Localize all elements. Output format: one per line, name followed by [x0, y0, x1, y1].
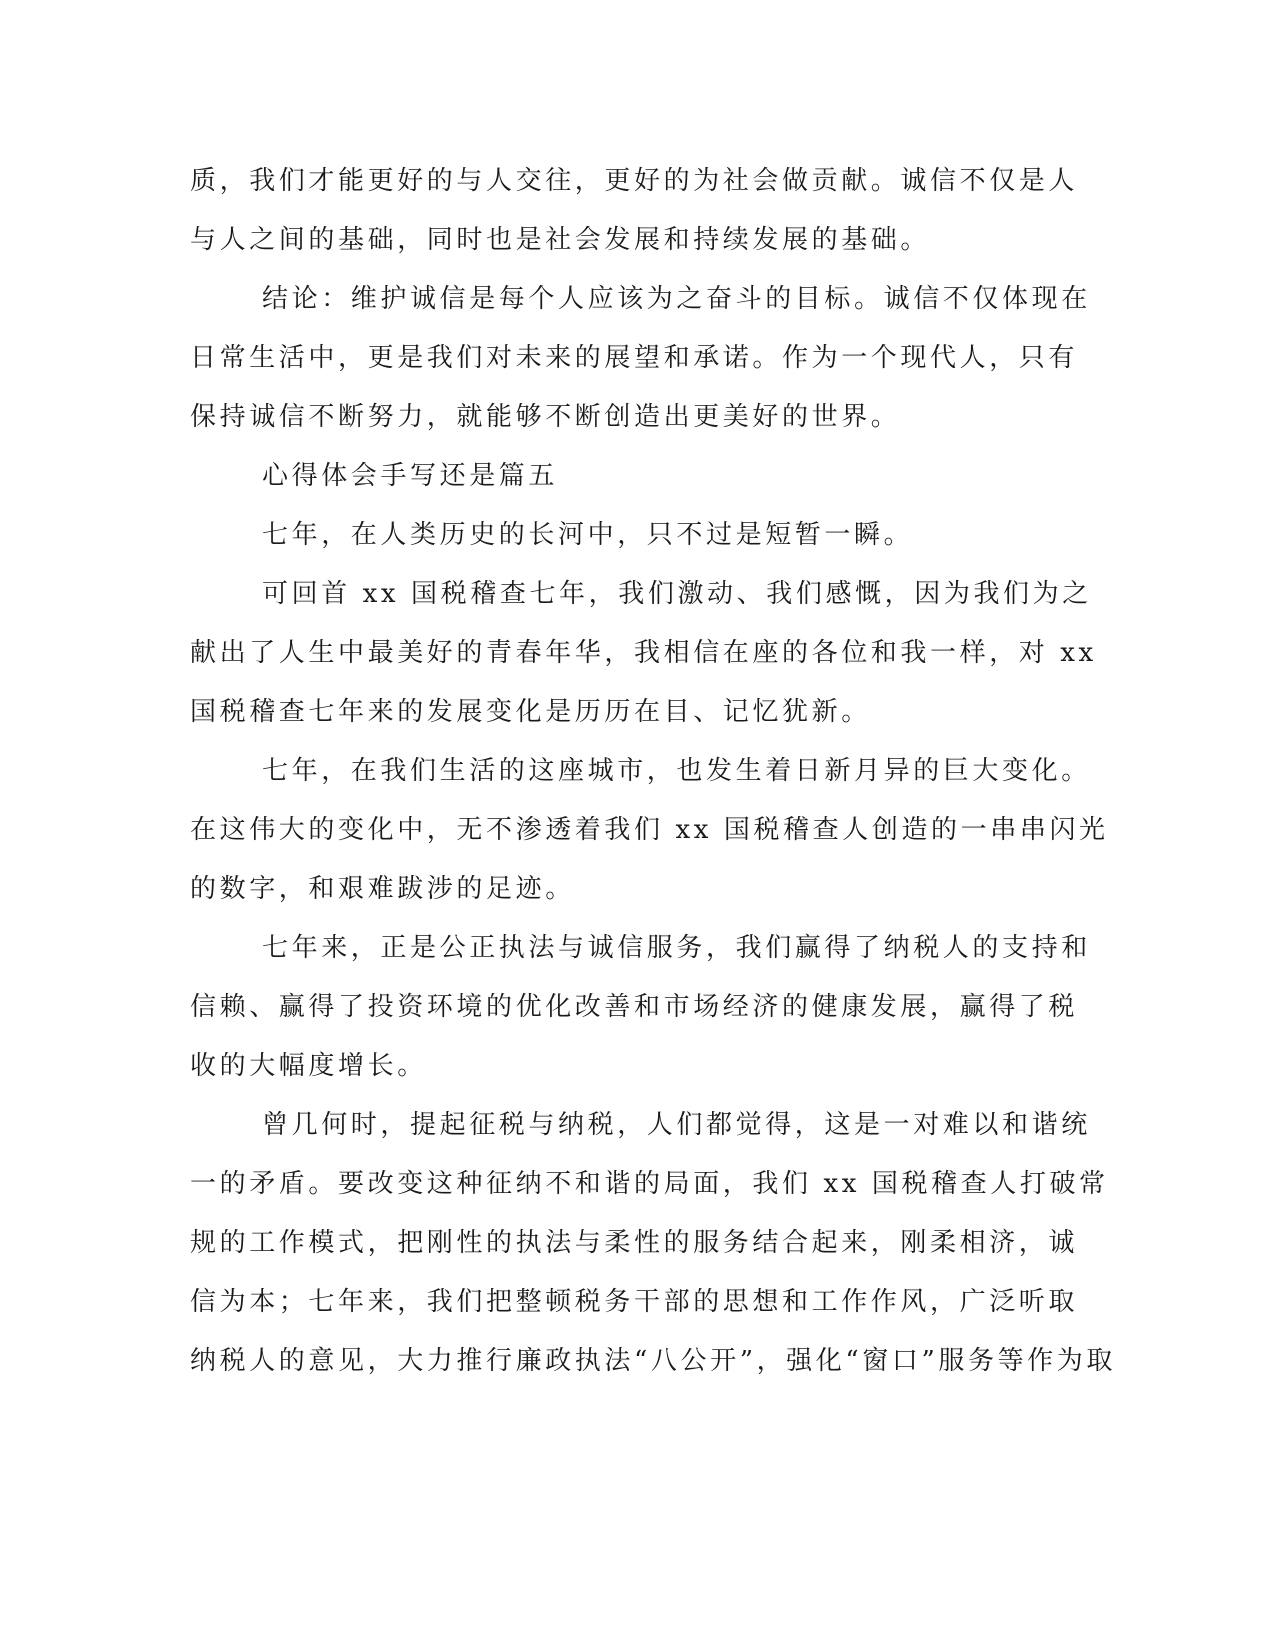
- text-line: 与人之间的基础，同时也是社会发展和持续发展的基础。: [190, 225, 931, 255]
- section-heading: 心得体会手写还是篇五: [262, 461, 559, 491]
- text-line: 规的工作模式，把刚性的执法与柔性的服务结合起来，刚柔相济，诚: [190, 1228, 1079, 1258]
- text-line: 献出了人生中最美好的青春年华，我相信在座的各位和我一样，对 xx: [190, 638, 1097, 668]
- paragraph-start-line: 可回首 xx 国税稽查七年，我们激动、我们感慨，因为我们为之: [262, 579, 1092, 609]
- text-line: 保持诚信不断努力，就能够不断创造出更美好的世界。: [190, 402, 901, 432]
- paragraph-start-line: 七年来，正是公正执法与诚信服务，我们赢得了纳税人的支持和: [262, 933, 1091, 963]
- paragraph-start-line: 曾几何时，提起征税与纳税，人们都觉得，这是一对难以和谐统: [262, 1110, 1091, 1140]
- paragraph-start-line: 七年，在我们生活的这座城市，也发生着日新月异的巨大变化。: [262, 756, 1091, 786]
- text-line: 纳税人的意见，大力推行廉政执法“八公开”，强化“窗口”服务等作为取: [190, 1346, 1116, 1376]
- text-line: 一的矛盾。要改变这种征纳不和谐的局面，我们 xx 国税稽查人打破常: [190, 1169, 1109, 1199]
- paragraph-start-line: 结论：维护诚信是每个人应该为之奋斗的目标。诚信不仅体现在: [262, 284, 1091, 314]
- text-line: 信赖、赢得了投资环境的优化改善和市场经济的健康发展，赢得了税: [190, 992, 1079, 1022]
- text-line: 收的大幅度增长。: [190, 1051, 427, 1081]
- paragraph-start-line: 七年，在人类历史的长河中，只不过是短暂一瞬。: [262, 520, 914, 550]
- text-line: 在这伟大的变化中，无不渗透着我们 xx 国税稽查人创造的一串串闪光: [190, 815, 1109, 845]
- text-line: 国税稽查七年来的发展变化是历历在目、记忆犹新。: [190, 697, 871, 727]
- text-line: 信为本；七年来，我们把整顿税务干部的思想和工作作风，广泛听取: [190, 1287, 1079, 1317]
- text-line: 质，我们才能更好的与人交往，更好的为社会做贡献。诚信不仅是人: [190, 166, 1079, 196]
- text-line: 的数字，和艰难跋涉的足迹。: [190, 874, 575, 904]
- text-line: 日常生活中，更是我们对未来的展望和承诺。作为一个现代人，只有: [190, 343, 1079, 373]
